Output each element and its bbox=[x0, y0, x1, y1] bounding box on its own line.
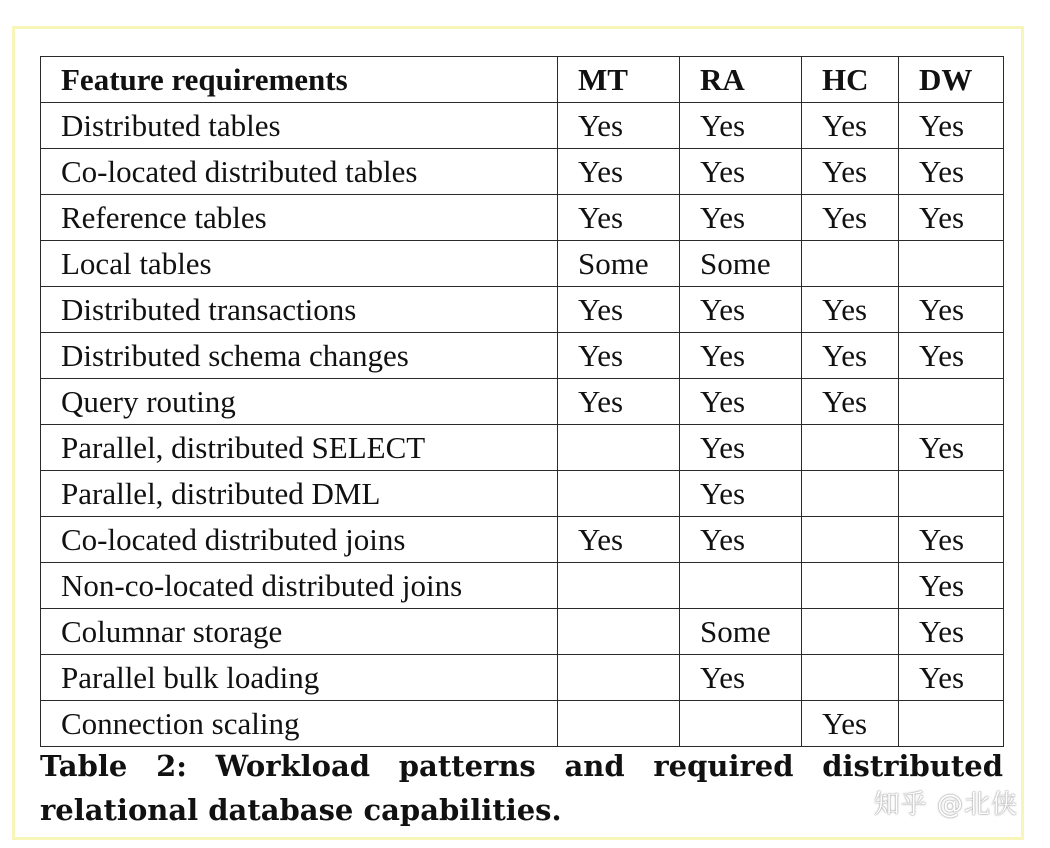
mt-cell: Yes bbox=[558, 103, 680, 149]
table-row bbox=[41, 241, 1004, 287]
dw-cell: Yes bbox=[899, 517, 1004, 563]
ra-cell: Some bbox=[680, 609, 802, 655]
mt-cell bbox=[558, 655, 680, 701]
dw-cell: Yes bbox=[899, 563, 1004, 609]
dw-cell: Yes bbox=[899, 149, 1004, 195]
hc-cell: Yes bbox=[802, 701, 899, 747]
ra-cell: Yes bbox=[680, 655, 802, 701]
table-row bbox=[41, 655, 1004, 701]
feature-cell: Columnar storage bbox=[41, 609, 558, 655]
ra-cell bbox=[680, 563, 802, 609]
table-row bbox=[41, 517, 1004, 563]
table-row bbox=[41, 563, 1004, 609]
feature-cell: Query routing bbox=[41, 379, 558, 425]
dw-cell: Yes bbox=[899, 425, 1004, 471]
table-row bbox=[41, 195, 1004, 241]
feature-cell: Parallel, distributed DML bbox=[41, 471, 558, 517]
dw-cell: Yes bbox=[899, 287, 1004, 333]
header-feature-requirements: Feature requirements bbox=[41, 57, 558, 103]
table-caption: Table 2: Workload patterns and required distributed relational database capabilities. bbox=[40, 749, 1003, 827]
hc-cell: Yes bbox=[802, 333, 899, 379]
mt-cell: Yes bbox=[558, 195, 680, 241]
mt-cell: Yes bbox=[558, 333, 680, 379]
hc-cell bbox=[802, 425, 899, 471]
hc-cell bbox=[802, 517, 899, 563]
hc-cell: Yes bbox=[802, 195, 899, 241]
header-mt: MT bbox=[558, 57, 680, 103]
dw-cell bbox=[899, 701, 1004, 747]
feature-cell: Non-co-located distributed joins bbox=[41, 563, 558, 609]
table-row bbox=[41, 425, 1004, 471]
hc-cell: Yes bbox=[802, 379, 899, 425]
table-wrap bbox=[40, 56, 1003, 740]
hc-cell bbox=[802, 609, 899, 655]
hc-cell: Yes bbox=[802, 103, 899, 149]
dw-cell: Yes bbox=[899, 609, 1004, 655]
mt-cell bbox=[558, 609, 680, 655]
feature-cell: Distributed transactions bbox=[41, 287, 558, 333]
table-row bbox=[41, 701, 1004, 747]
feature-cell: Co-located distributed tables bbox=[41, 149, 558, 195]
dw-cell bbox=[899, 379, 1004, 425]
mt-cell: Yes bbox=[558, 517, 680, 563]
watermark: 知乎 @北侠 bbox=[873, 790, 1018, 820]
mt-cell bbox=[558, 563, 680, 609]
feature-cell: Parallel, distributed SELECT bbox=[41, 425, 558, 471]
table-row bbox=[41, 103, 1004, 149]
feature-cell: Parallel bulk loading bbox=[41, 655, 558, 701]
feature-cell: Distributed schema changes bbox=[41, 333, 558, 379]
dw-cell: Yes bbox=[899, 333, 1004, 379]
mt-cell: Yes bbox=[558, 379, 680, 425]
feature-cell: Co-located distributed joins bbox=[41, 517, 558, 563]
table-row bbox=[41, 333, 1004, 379]
ra-cell: Yes bbox=[680, 517, 802, 563]
feature-cell: Distributed tables bbox=[41, 103, 558, 149]
table-row bbox=[41, 609, 1004, 655]
table-row bbox=[41, 379, 1004, 425]
table-row bbox=[41, 149, 1004, 195]
table-row bbox=[41, 471, 1004, 517]
ra-cell: Yes bbox=[680, 379, 802, 425]
mt-cell: Some bbox=[558, 241, 680, 287]
ra-cell: Yes bbox=[680, 471, 802, 517]
hc-cell: Yes bbox=[802, 287, 899, 333]
dw-cell bbox=[899, 241, 1004, 287]
ra-cell: Yes bbox=[680, 195, 802, 241]
mt-cell bbox=[558, 701, 680, 747]
hc-cell bbox=[802, 241, 899, 287]
mt-cell bbox=[558, 471, 680, 517]
table-row bbox=[41, 287, 1004, 333]
dw-cell: Yes bbox=[899, 103, 1004, 149]
table-header-row bbox=[41, 57, 1004, 103]
ra-cell: Yes bbox=[680, 103, 802, 149]
ra-cell: Yes bbox=[680, 333, 802, 379]
feature-requirements-table bbox=[40, 56, 1004, 747]
mt-cell: Yes bbox=[558, 149, 680, 195]
ra-cell: Yes bbox=[680, 287, 802, 333]
feature-cell: Reference tables bbox=[41, 195, 558, 241]
dw-cell bbox=[899, 471, 1004, 517]
ra-cell: Yes bbox=[680, 425, 802, 471]
dw-cell: Yes bbox=[899, 195, 1004, 241]
mt-cell: Yes bbox=[558, 287, 680, 333]
feature-cell: Local tables bbox=[41, 241, 558, 287]
ra-cell: Some bbox=[680, 241, 802, 287]
feature-cell: Connection scaling bbox=[41, 701, 558, 747]
ra-cell bbox=[680, 701, 802, 747]
hc-cell bbox=[802, 471, 899, 517]
header-hc: HC bbox=[802, 57, 899, 103]
ra-cell: Yes bbox=[680, 149, 802, 195]
hc-cell bbox=[802, 655, 899, 701]
mt-cell bbox=[558, 425, 680, 471]
hc-cell bbox=[802, 563, 899, 609]
header-dw: DW bbox=[899, 57, 1004, 103]
hc-cell: Yes bbox=[802, 149, 899, 195]
header-ra: RA bbox=[680, 57, 802, 103]
dw-cell: Yes bbox=[899, 655, 1004, 701]
